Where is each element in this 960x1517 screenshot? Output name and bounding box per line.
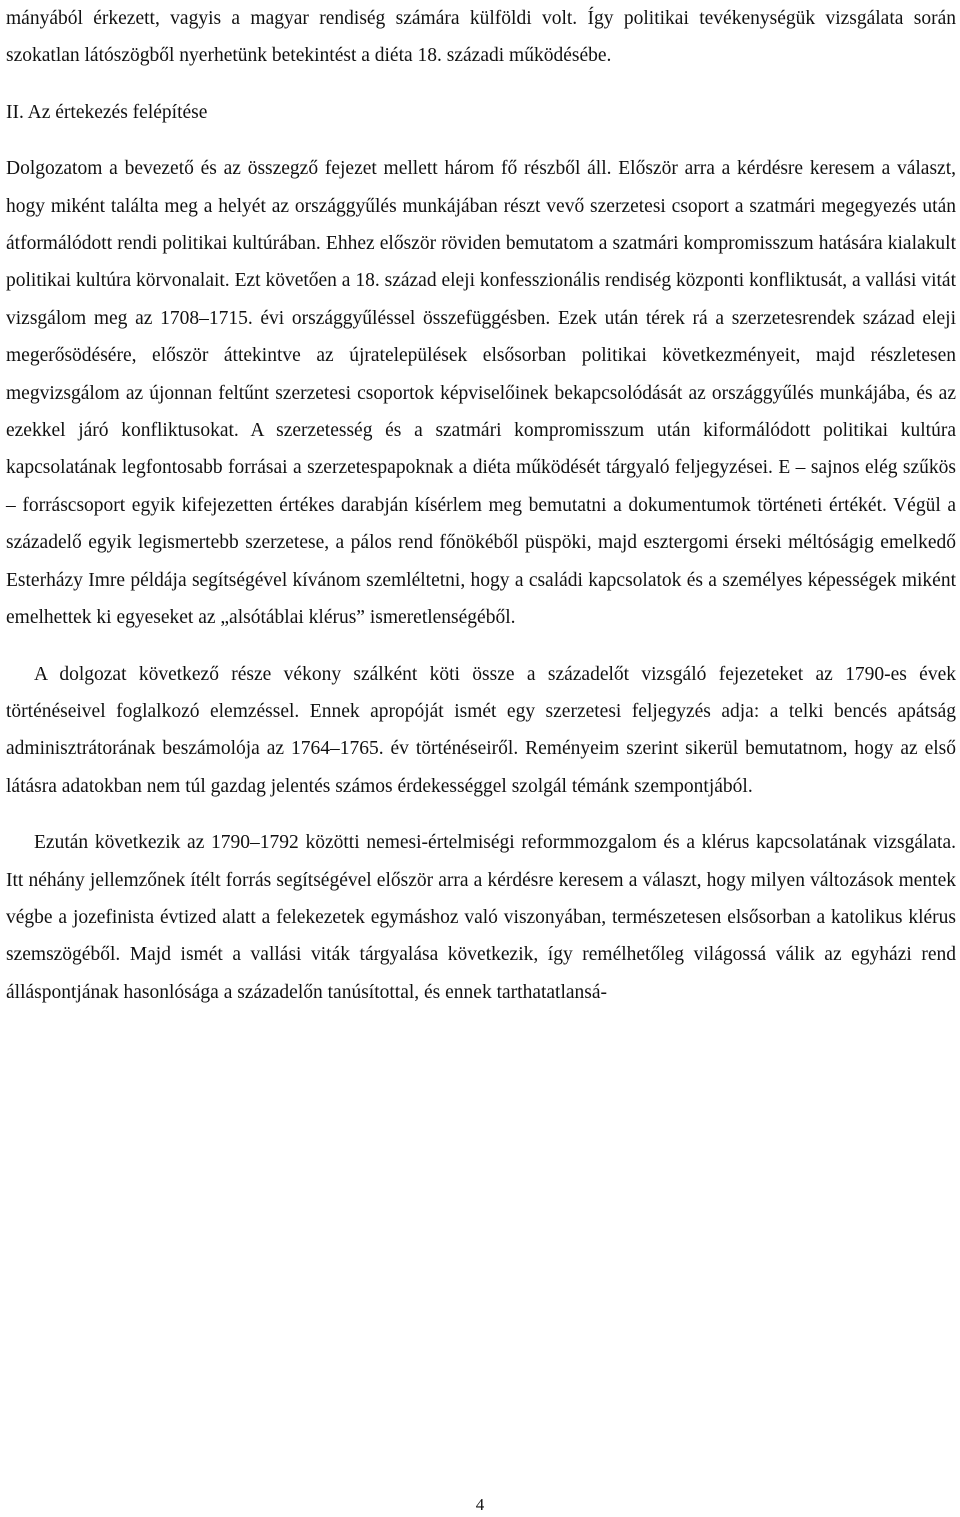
paragraph-structure-overview: Dolgozatom a bevezető és az összegző fejezet mellett három fő részből áll. Először arra a kérdésre keresem a választ, hogy miként találta meg a helyét az országgyűlés munkájában részt vevő szerzetesi csoport a szatmári megegyezés után átformálódott rendi politikai kultúrában. Ehhez először röviden bemutatom a szatmári kompromisszum hatására kialakult politikai kultúra körvonalait. Ezt követően a 18. század eleji konfesszionális rendiség központi konfliktusát, a vallási vitát vizsgálom meg az 1708–1715. évi országgyűléssel összefüggésben. Ezek után térek rá a szerzetesrendek század eleji megerősödésére, először áttekintve az újratelepülések elsősorban politikai következményeit, majd részletesen megvizsgálom az újonnan feltűnt szerzetesi csoportok képviselőinek bekapcsolódását az országgyűlés munkájába, és az ezekkel járó konfliktusokat. A szerzetesség és a szatmári kompromisszum után kiformálódott politikai kultúra kapcsolatának legfontosabb forrásai a szerzetespapoknak a diéta működését tárgyaló feljegyzései. E – sajnos elég szűkös – forráscsoport egyik kifejezetten értékes darabján kísérlem meg bemutatni a dokumentumok történeti értékét. Végül a századelő egyik legismertebb szerzetese, a pálos rend főnökéből püspöki, majd esztergomi érseki méltóságig emelkedő Esterházy Imre példája segítségével kívánom szemléltetni, hogy a családi kapcsolatok és a személyes képességek miként emelhettek ki egyeseket az „alsótáblai klérus” ismeretlenségéből. [6, 158, 956, 629]
spacer [6, 805, 956, 824]
spacer [6, 637, 956, 656]
paragraph-third-part: Ezután következik az 1790–1792 közötti nemesi-értelmiségi reformmozgalom és a klérus kapcsolatának vizsgálata. Itt néhány jellemzőnek ítélt forrás segítségével először arra a kérdésre keresem a választ, hogy milyen változások mentek végbe a jozefinista évtized alatt a felekezetek egymáshoz való viszonyában, természetesen elsősorban a katolikus klérus szemszögéből. Majd ismét a vallási viták tárgyalása következik, így remélhetőleg világossá válik az egyházi rend álláspontjának hasonlósága a századelőn tanúsítottal, és ennek tarthatatlansá- [6, 832, 956, 1003]
paragraph-second-part: A dolgozat következő része vékony szálként köti össze a századelőt vizsgáló fejezeteket az 1790-es évek történéseivel foglalkozó elemzéssel. Ennek apropóját ismét egy szerzetesi feljegyzés adja: a telki bencés apátság adminisztrátorának beszámolója az 1764–1765. év történéseiről. Reményeim szerint sikerül bemutatnom, hogy az első látásra adatokban nem túl gazdag jelentés számos érdekességgel szolgál témánk szempontjából. [6, 663, 956, 797]
intro-paragraph-end: mányából érkezett, vagyis a magyar rendiség számára külföldi volt. Így politikai tevékenységük vizsgálata során szokatlan látószögből nyerhetünk betekintést a diéta 18. századi működésébe. [6, 8, 956, 67]
page-number: 4 [475, 1495, 485, 1514]
section-heading: II. Az értekezés felépítése [6, 101, 208, 123]
document-page [6, 0, 956, 1011]
spacer [6, 75, 956, 94]
spacer [6, 131, 956, 150]
